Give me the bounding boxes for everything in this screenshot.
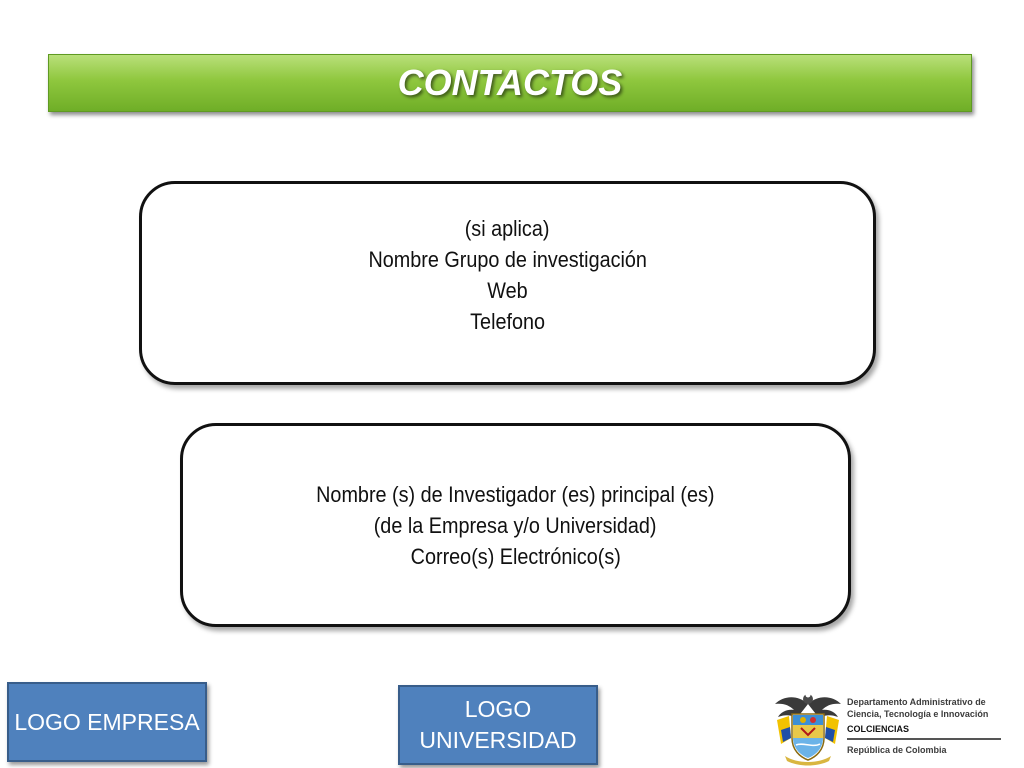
logo-universidad-label: LOGO <box>464 696 532 722</box>
card-line: Nombre Grupo de investigación <box>368 247 647 272</box>
card-line: (si aplica) <box>465 216 550 241</box>
colciencias-brand: COLCIENCIAS <box>847 724 910 734</box>
card-line: Web <box>487 278 528 303</box>
card-line: (de la Empresa y/o Universidad) <box>374 512 657 538</box>
card-line: Nombre (s) de Investigador (es) principal (es) <box>316 481 715 507</box>
card-line: Correo(s) Electrónico(s) <box>410 543 621 569</box>
logo-empresa-placeholder <box>7 682 207 762</box>
logo-universidad-label: UNIVERSIDAD <box>419 727 577 753</box>
title-banner <box>48 54 972 112</box>
colciencias-logo <box>770 686 1020 766</box>
researcher-info-card <box>180 423 851 627</box>
page-title: CONTACTOS <box>397 62 623 103</box>
colciencias-dept-line-1: Departamento Administrativo de <box>847 697 986 707</box>
logo-empresa-label: LOGO EMPRESA <box>14 708 200 735</box>
colombia-coat-of-arms-icon <box>773 690 843 766</box>
card-line: Telefono <box>470 309 545 334</box>
colciencias-divider <box>847 738 1001 740</box>
logo-universidad-placeholder <box>398 685 598 765</box>
group-info-card <box>139 181 876 385</box>
colciencias-country: República de Colombia <box>847 745 947 755</box>
colciencias-dept-line-2: Ciencia, Tecnología e Innovación <box>847 709 989 719</box>
